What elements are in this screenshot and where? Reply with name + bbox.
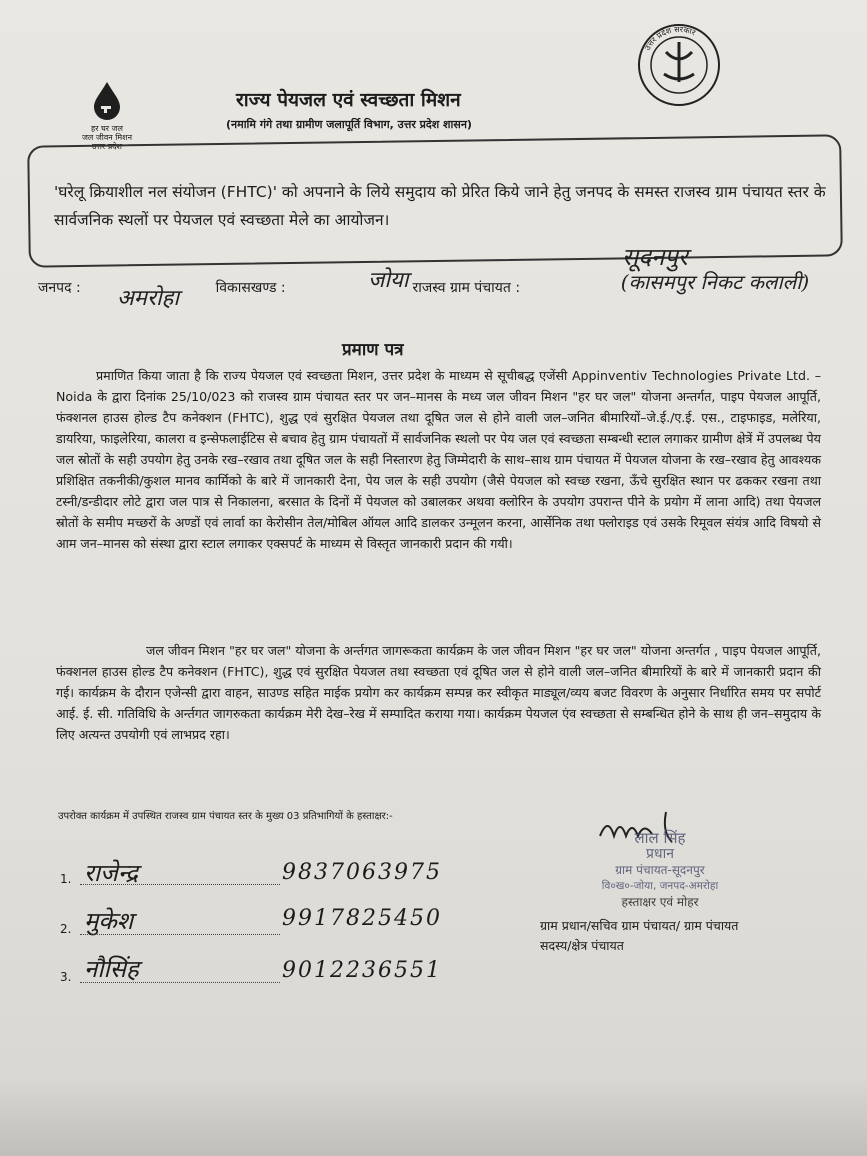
participant-number: 3. bbox=[60, 970, 72, 984]
stamp-line: वि०ख०-जोया, जनपद-अमरोहा bbox=[601, 880, 719, 892]
mission-subtitle: (नमामि गंगे तथा ग्रामीण जलापूर्ति विभाग, उत्तर प्रदेश शासन) bbox=[226, 118, 472, 131]
certificate-title: प्रमाण पत्र bbox=[342, 340, 404, 360]
stamp-sign-label: हस्ताक्षर एवं मोहर bbox=[621, 895, 699, 909]
official-stamp bbox=[560, 830, 760, 910]
stamp-line: लाल सिंह bbox=[634, 829, 686, 847]
participants-heading: उपरोक्त कार्यक्रम में उपस्थित राजस्व ग्राम पंचायत स्तर के मुख्य 03 प्रतिभागियों के हस्ताक्षर:- bbox=[58, 811, 393, 822]
participant-name: नौसिंह bbox=[84, 955, 139, 983]
photo-shadow bbox=[0, 1076, 867, 1156]
up-government-seal-icon bbox=[636, 22, 722, 108]
officer-designation: ग्राम प्रधान/सचिव ग्राम पंचायत/ ग्राम पंचायत सदस्य/क्षेत्र पंचायत bbox=[540, 918, 739, 953]
gp-value-2: (कासमपुर निकट कलाली) bbox=[620, 270, 810, 294]
participant-name: राजेन्द्र bbox=[84, 859, 138, 887]
signature-line bbox=[80, 982, 280, 983]
stamp-line: ग्राम पंचायत-सूदनपुर bbox=[615, 863, 705, 877]
logo-caption-1: हर घर जल bbox=[91, 124, 123, 133]
stamp-line: प्रधान bbox=[646, 846, 674, 862]
signature-line bbox=[80, 884, 280, 885]
har-ghar-jal-logo bbox=[72, 80, 142, 151]
logo-caption-3: उत्तर प्रदेश bbox=[92, 142, 122, 151]
water-drop-icon bbox=[90, 80, 124, 120]
certificate-paragraph-1: प्रमाणित किया जाता है कि राज्य पेयजल एवं स्वच्छता मिशन, उत्तर प्रदेश के माध्यम से सूचीबद्ध एजेंसी Appinventiv Technologies Private Ltd. – Noida के द्वारा दिनांक 25/10/023 को राजस्व ग्राम पंचायत स्तर पर जन–मानस के मध्य जल जीवन मिशन "हर घर जल" योजना अन्तर्गत, पाइप पेयजल आपूर्ति, फंक्शनल हाउस होल्ड टैप कनेक्शन (FHTC), शुद्ध एवं सुरक्षित पेयजल तथा दूषित जल से होने वाली जल–जनित बीमारियों–जे.ई./ए.ई. एस., टाइफाइड, मलेरिया, डायरिया, फाइलेरिया, कालरा व इन्सेफलाईटिस से बचाव हेतु ग्राम पंचायतों में सार्वजनिक स्थलो पर पेय जल एवं स्वच्छता सम्बन्धी स्टाल लगाकर ग्रामीण क्षेत्रें में उपलब्ध पेय जल स्रोतों के सही उपयोग हेतु उनके रख–रखाव तथा दूषित जल के सही निस्तारण हेतु जिम्मेदारी के साथ–साथ ग्राम पंचायत में पेयजल योजना के रख–रखाव हेतु आवश्यक प्रशिक्षित तकनीकी/कुशल मानव कार्मिको के बारे में जानकारी देना, पेय जल के सही उपयोग (जैसे पेयजल को स्वच्छ रखना, ऊँचे सुरक्षित स्थान पर ढककर रखना तथा टस्नी/डन्डीदार लोटे द्वारा जल पात्र से निकालना, बरसात के दिनों में पेयजल को उबालकर अथवा क्लोरिन के उपयोग उपरान्त पीने के प्रयोग में लाना आदि) तथा पेयजल स्रोतों के समीप मच्छरों के अण्डों एवं लार्वा का केरोसीन तेल/मोबिल ऑयल आदि डालकर उन्मूलन करना, आर्सेनिक तथा फ्लोराइड एवं उसके रिमूवल संयंत्र आदि विषयो से आम जन–मानस को संस्था द्वारा स्टाल लगाकर एक्सपर्ट के माध्यम से विस्तृत जानकारी प्रदान की गयी। bbox=[56, 368, 821, 551]
logo-caption-2: जल जीवन मिशन bbox=[81, 133, 133, 142]
district-label: जनपद : bbox=[38, 280, 81, 296]
gp-label: राजस्व ग्राम पंचायत : bbox=[412, 280, 521, 296]
participant-name: मुकेश bbox=[84, 907, 134, 935]
block-label: विकासखण्ड : bbox=[215, 280, 286, 296]
block-value: जोया bbox=[368, 268, 409, 293]
participant-number: 2. bbox=[60, 922, 72, 936]
participant-phone: 9837063975 bbox=[282, 860, 442, 885]
participant-phone: 9917825450 bbox=[282, 906, 442, 931]
gp-value: सूदनपुर bbox=[622, 243, 688, 271]
mission-title: राज्य पेयजल एवं स्वच्छता मिशन bbox=[236, 89, 461, 111]
district-value: अमरोहा bbox=[117, 286, 180, 311]
certificate-paragraph-2: जल जीवन मिशन "हर घर जल" योजना के अर्न्तगत जागरूकता कार्यक्रम के जल जीवन मिशन "हर घर जल" योजना अन्तर्गत , पाइप पेयजल आपूर्ति, फंक्शनल हाउस होल्ड टैप कनेक्शन (FHTC), शुद्ध एवं सुरक्षित पेयजल तथा स्वच्छता एवं दूषित जल से होने वाली जल–जनित बीमारियों के बारे में जानकारी प्रदान की गई। कार्यक्रम के दौरान एजेन्सी द्वारा वाहन, साउण्ड सहित माईक प्रयोग कर कार्यक्रम सम्पन्न कर स्वीकृत माड्यूल/व्यय बजट विवरण के अनुसार निर्धारित समय पर सपोर्ट आई. ई. सी. गतिविधि के अर्न्तगत जागरुकता कार्यक्रम मेरी देख–रेख में सम्पादित कराया गया। कार्यक्रम पेयजल एंव स्वच्छता से सम्बन्धित होने के साथ ही जन–समुदाय के लिए अत्यन्त उपयोगी एवं लाभप्रद रहा। bbox=[56, 643, 821, 742]
participant-phone: 9012236551 bbox=[282, 958, 442, 983]
banner-text: 'घरेलू क्रियाशील नल संयोजन (FHTC)' को अपनाने के लिये समुदाय को प्रेरित किये जाने हेतु जनपद के समस्त राजस्व ग्राम पंचायत स्तर के सार्वजनिक स्थलों पर पेयजल एवं स्वच्छता मेले का आयोजन। bbox=[54, 183, 826, 229]
signature-line bbox=[80, 934, 280, 935]
participant-number: 1. bbox=[60, 872, 72, 886]
seal-text: उत्तर प्रदेश सरकार bbox=[642, 24, 697, 52]
